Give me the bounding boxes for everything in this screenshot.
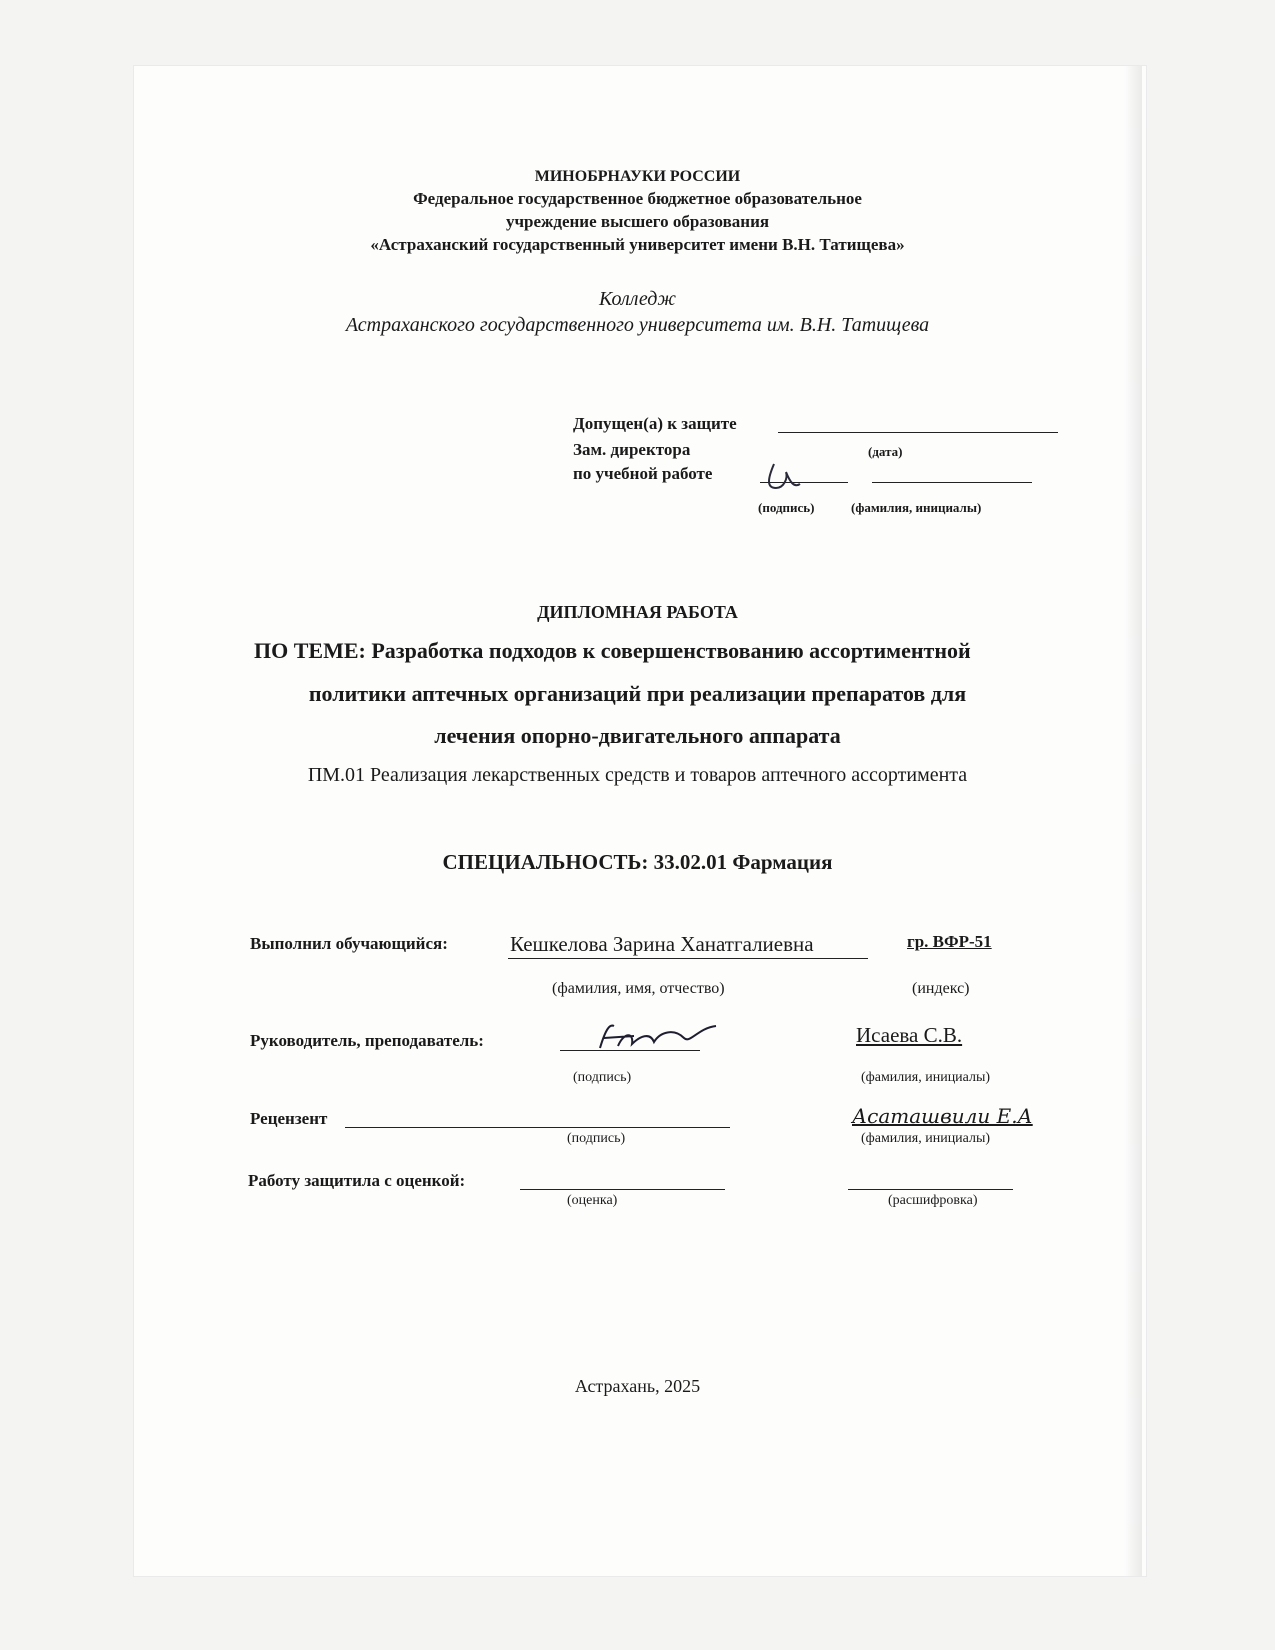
student-name: Кешкелова Зарина Ханатгалиевна	[510, 932, 814, 956]
thesis-topic-line-3: лечения опорно-двигательного аппарата	[434, 723, 841, 748]
specialty: СПЕЦИАЛЬНОСТЬ: 33.02.01 Фармация	[442, 850, 833, 874]
student-group-hint: (индекс)	[912, 980, 970, 997]
date-hint: (дата)	[868, 444, 903, 459]
supervisor-signature-hint: (подпись)	[573, 1070, 632, 1085]
ministry-title: МИНОБРНАУКИ РОССИИ	[534, 168, 741, 185]
reviewer-name: Асаташвили Е.А	[852, 1104, 1033, 1128]
reviewer-label: Рецензент	[250, 1109, 328, 1128]
thesis-kind: ДИПЛОМНАЯ РАБОТА	[537, 602, 738, 622]
defense-decode-line	[848, 1189, 1013, 1190]
college-name: Астраханского государственного университета им. В.Н. Татищева	[345, 314, 930, 336]
institution-line-1: Федеральное государственное бюджетное образовательное	[413, 189, 862, 208]
institution-line-2: учреждение высшего образования	[505, 212, 770, 231]
admission-name-line	[872, 482, 1032, 483]
admission-name-hint: (фамилия, инициалы)	[851, 500, 982, 515]
reviewer-signature-hint: (подпись)	[567, 1131, 626, 1146]
defense-grade-line	[520, 1189, 725, 1190]
supervisor-label: Руководитель, преподаватель:	[250, 1031, 484, 1050]
defense-decode-hint: (расшифровка)	[888, 1193, 978, 1208]
academic-work-label: по учебной работе	[573, 464, 713, 483]
deputy-director-label: Зам. директора	[573, 440, 691, 459]
student-label: Выполнил обучающийся:	[250, 934, 448, 953]
thesis-topic-line-1	[254, 638, 971, 664]
college-title: Колледж	[598, 288, 677, 310]
city-year: Астрахань, 2025	[574, 1376, 701, 1396]
student-name-line	[508, 958, 868, 959]
defense-grade-hint: (оценка)	[567, 1193, 618, 1208]
student-group: гр. ВФР-51	[907, 932, 992, 951]
admission-label: Допущен(а) к защите	[573, 414, 737, 433]
admission-date-line	[778, 432, 1058, 433]
admission-signature-hint: (подпись)	[758, 500, 815, 515]
professional-module: ПМ.01 Реализация лекарственных средств и товаров аптечного ассортимента	[307, 764, 968, 786]
thesis-topic-line-2: политики аптечных организаций при реализации препаратов для	[308, 681, 967, 706]
supervisor-name: Исаева С.В.	[856, 1023, 963, 1047]
university-name: «Астраханский государственный университет имени В.Н. Татищева»	[370, 235, 905, 254]
student-name-hint: (фамилия, имя, отчество)	[552, 980, 725, 997]
topic-prefix: ПО ТЕМЕ:	[254, 638, 366, 663]
reviewer-signature-line	[345, 1127, 730, 1128]
reviewer-name-hint: (фамилия, инициалы)	[861, 1131, 991, 1146]
topic-text-1: Разработка подходов к совершенствованию ассортиментной	[371, 638, 971, 663]
admission-signature-image	[760, 458, 820, 498]
supervisor-signature-image	[594, 1018, 724, 1058]
defense-label: Работу защитила с оценкой:	[248, 1171, 466, 1190]
supervisor-name-hint: (фамилия, инициалы)	[861, 1070, 991, 1085]
